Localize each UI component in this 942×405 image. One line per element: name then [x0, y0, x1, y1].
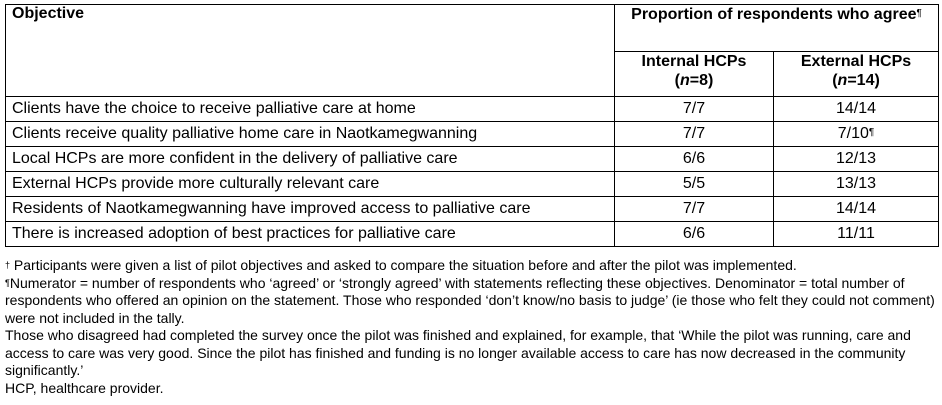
internal-value-cell: 7/7 — [615, 122, 774, 147]
objective-header-label: Objective — [12, 5, 85, 22]
proportion-footnote-mark: ¶ — [916, 8, 922, 19]
external-value: 14/14 — [835, 100, 877, 117]
external-value: 7/10 — [837, 125, 869, 142]
objective-cell: Residents of Naotkamegwanning have improved access to palliative care — [6, 197, 615, 222]
external-n-value: =14) — [847, 72, 880, 89]
table-row — [6, 197, 939, 222]
table-row — [6, 222, 939, 247]
external-value: 12/13 — [835, 150, 877, 167]
objective-cell: External HCPs provide more culturally relevant care — [6, 172, 615, 197]
dagger-footnote-text: Participants were given a list of pilot objectives and asked to compare the situation before and after the pilot was implemented. — [10, 257, 797, 273]
external-n-var: n — [837, 72, 848, 89]
internal-value-cell: 5/5 — [615, 172, 774, 197]
internal-n-open: ( — [674, 72, 680, 89]
objective-cell: There is increased adoption of best practices for palliative care — [6, 222, 615, 247]
pilcrow-mark: ¶ — [5, 277, 10, 288]
table-header-row — [6, 5, 939, 52]
proportion-column-header — [615, 5, 939, 52]
external-value: 13/13 — [835, 175, 877, 192]
table-row — [6, 97, 939, 122]
external-n-open: ( — [832, 72, 838, 89]
external-value-cell — [774, 97, 939, 122]
external-value-cell — [774, 222, 939, 247]
table-row — [6, 147, 939, 172]
objective-cell: Local HCPs are more confident in the delivery of palliative care — [6, 147, 615, 172]
objective-cell: Clients receive quality palliative home care in Naotkamegwanning — [6, 122, 615, 147]
external-value-cell — [774, 172, 939, 197]
external-hcps-header — [774, 52, 939, 97]
dagger-mark: † — [5, 260, 11, 270]
external-value: 11/11 — [837, 225, 875, 242]
internal-hcps-header — [615, 52, 774, 97]
table-row — [6, 172, 939, 197]
objective-column-header — [6, 5, 615, 97]
pilcrow-footnote — [5, 275, 935, 328]
internal-value-cell: 6/6 — [615, 222, 774, 247]
pilcrow-footnote-text: Numerator = number of respondents who ‘agreed’ or ‘strongly agreed’ with statements reflecting these objectives. Denominator = total number of respondents who offered an opinion on the statement. Those who responded ‘don’t know/no basis to judge’ (ie those who felt they could not comment) were not included in the tally. — [5, 274, 935, 326]
external-value-cell — [774, 197, 939, 222]
external-value-cell — [774, 147, 939, 172]
objectives-table — [5, 4, 939, 247]
external-hcps-label: External HCPs — [800, 53, 912, 70]
internal-value-cell: 7/7 — [615, 197, 774, 222]
abbreviation-footnote: HCP, healthcare provider. — [5, 379, 164, 396]
internal-value-cell: 7/7 — [615, 97, 774, 122]
internal-value-cell: 6/6 — [615, 147, 774, 172]
external-value-cell — [774, 122, 939, 147]
internal-n-var: n — [679, 72, 690, 89]
internal-hcps-label: Internal HCPs — [641, 53, 747, 70]
table-row — [6, 122, 939, 147]
internal-n-value: =8) — [689, 72, 714, 89]
external-value: 14/14 — [835, 200, 877, 217]
disagree-footnote: Those who disagreed had completed the survey once the pilot was finished and explained, for example, that ‘While the pilot was running, care and access to care was very good. Since the pilot has finished and funding is no longer available access to care has now decreased in the community significantly.’ — [5, 327, 911, 378]
proportion-header-label: Proportion of respondents who agree — [631, 6, 917, 23]
dagger-footnote — [5, 257, 935, 275]
objective-cell: Clients have the choice to receive palliative care at home — [6, 97, 615, 122]
external-footnote-mark: ¶ — [868, 127, 875, 138]
table-footnotes — [5, 257, 935, 397]
